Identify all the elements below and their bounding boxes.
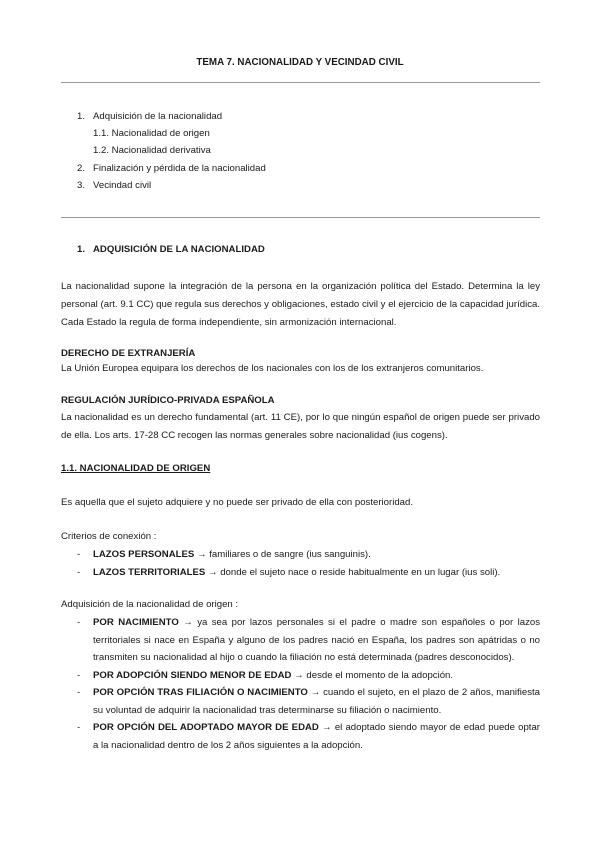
toc-label: 1.2. Nacionalidad derivativa: [93, 145, 211, 157]
toc-item: [77, 110, 266, 127]
bullet-dash: -: [77, 687, 81, 698]
table-of-contents: [77, 110, 266, 196]
bullet-dash: -: [77, 617, 81, 628]
list-item-text: → cuando el sujeto, en el plazo de 2 años, manifiesta su voluntad de adquirir la nacionalidad tras determinarse su filiación o nacimiento.: [93, 687, 540, 716]
bullet-dash: -: [77, 566, 81, 578]
bullet-dash: -: [77, 669, 81, 681]
divider-top: [61, 82, 540, 83]
divider-bottom: [61, 217, 540, 218]
document-title: TEMA 7. NACIONALIDAD Y VECINDAD CIVIL: [196, 57, 404, 68]
criterios-label: Criterios de conexión :: [61, 531, 157, 542]
section-number: 1.: [77, 244, 86, 255]
toc-item: [77, 179, 266, 196]
extranjeria-text: La Unión Europea equipara los derechos de los nacionales con los de los extranjeros comunitarios.: [61, 363, 484, 374]
extranjeria-heading: DERECHO DE EXTRANJERÍA: [61, 348, 196, 359]
origen-definition: Es aquella que el sujeto adquiere y no puede ser privado de ella con posterioridad.: [61, 497, 414, 508]
list-item-term: LAZOS TERRITORIALES: [93, 566, 206, 578]
criterios-list: [77, 546, 540, 581]
list-item-term: LAZOS PERSONALES: [93, 549, 195, 560]
intro-paragraph: La nacionalidad supone la integración de la persona en la organización política del Estado. Determina la ley personal (art. 9.1 CC) que regula sus derechos y obligaciones, estado civil y el ejercicio de la capacidad jurídica. Cada Estado la regula de forma independiente, sin armonización internacional.: [61, 281, 540, 328]
toc-number: 2.: [77, 162, 86, 174]
adquisicion-list: [77, 614, 540, 754]
list-item: [77, 719, 540, 754]
toc-label: 1.1. Nacionalidad de origen: [93, 128, 210, 140]
list-item: [77, 684, 540, 719]
toc-label: Finalización y pérdida de la nacionalidad: [93, 162, 266, 174]
regulacion-heading: REGULACIÓN JURÍDICO-PRIVADA ESPAÑOLA: [61, 395, 275, 406]
adquisicion-label: Adquisición de la nacionalidad de origen :: [61, 599, 239, 610]
toc-number: 1.: [77, 111, 86, 122]
list-item-term: POR ADOPCIÓN SIENDO MENOR DE EDAD: [93, 669, 292, 681]
list-item-term: POR OPCIÓN DEL ADOPTADO MAYOR DE EDAD: [93, 722, 319, 733]
toc-label: Adquisición de la nacionalidad: [93, 111, 223, 122]
list-item-text: → el adoptado siendo mayor de edad puede optar a la nacionalidad dentro de los 2 años siguientes a la adopción.: [93, 722, 540, 751]
bullet-dash: -: [77, 722, 81, 733]
list-item-text: → donde el sujeto nace o reside habitualmente en un lugar (ius soli).: [205, 566, 501, 578]
bullet-dash: -: [77, 549, 81, 560]
list-item: [77, 546, 540, 564]
list-item-text: → ya sea por lazos personales si el padre o madre son españoles o por lazos territoriales si nace en España y alguno de los padres nació en España, los padres son apátridas o no transmiten su nacionalidad al hijo o cuando la filiación no está determinada (padres desconocidos).: [93, 617, 540, 663]
toc-label: Vecindad civil: [93, 179, 152, 191]
list-item-text: → familiares o de sangre (ius sanguinis).: [194, 549, 371, 560]
toc-number: 3.: [77, 179, 86, 191]
section-heading: [77, 244, 265, 255]
toc-item: [77, 144, 266, 161]
origen-heading: 1.1. NACIONALIDAD DE ORIGEN: [61, 463, 211, 474]
toc-item: [77, 127, 266, 144]
list-item-term: POR OPCIÓN TRAS FILIACIÓN O NACIMIENTO: [93, 687, 308, 698]
toc-item: [77, 162, 266, 179]
regulacion-text: La nacionalidad es un derecho fundamental (art. 11 CE), por lo que ningún español de origen puede ser privado de ella. Los arts. 17-28 CC recogen las normas generales sobre nacionalidad (ius cogens).: [61, 412, 540, 441]
list-item-term: POR NACIMIENTO: [93, 617, 179, 628]
list-item: [77, 614, 540, 667]
list-item: [77, 564, 540, 582]
list-item: [77, 667, 540, 685]
section-title: ADQUISICIÓN DE LA NACIONALIDAD: [93, 244, 265, 255]
list-item-text: → desde el momento de la adopción.: [291, 669, 454, 681]
